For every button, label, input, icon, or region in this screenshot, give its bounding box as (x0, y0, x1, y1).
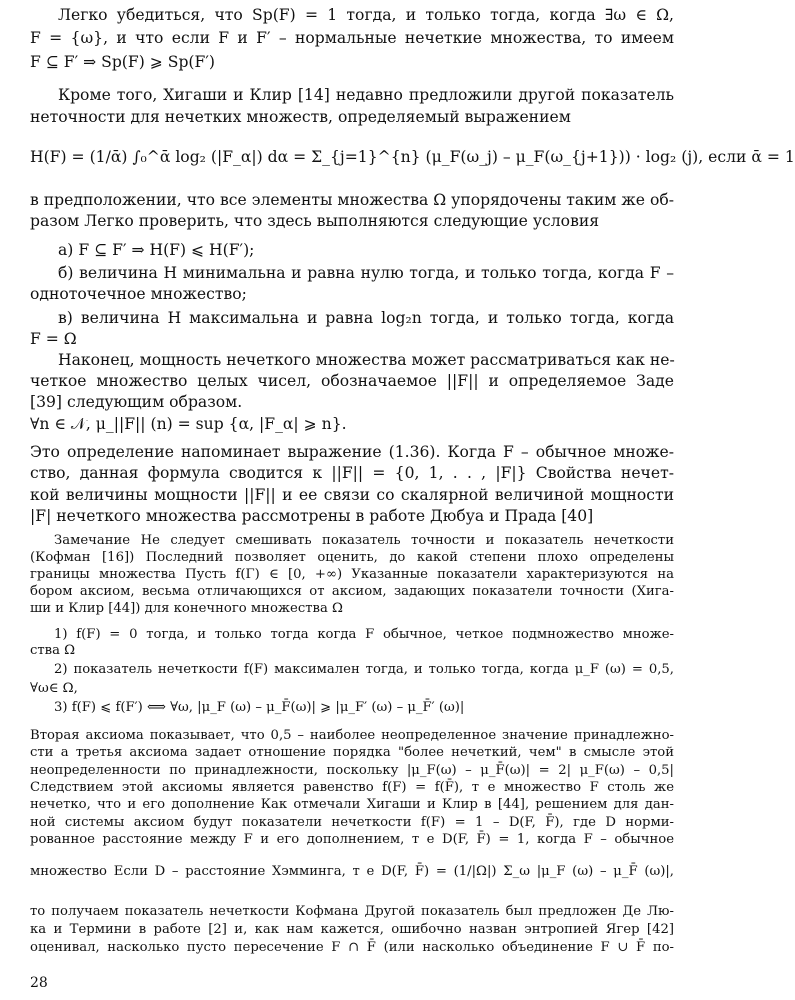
text-line: оценивал, насколько пусто пересечение F ∩ F̄ (или насколько объединение F ∪ F̄ по- (30, 940, 674, 955)
text-line: а) F ⊆ F′ ⇒ H(F) ⩽ H(F′); (58, 241, 255, 259)
text-line: ство, данная формула сводится к ||F|| = {0, 1, . . , |F|} Свойства нечет- (30, 464, 674, 482)
text-line: F = Ω (30, 330, 77, 348)
text-line: Наконец, мощность нечеткого множества может рассматриваться как не- (58, 351, 675, 369)
text-line: б) величина H минимальна и равна нулю тогда, и только тогда, когда F – (58, 264, 674, 282)
text-line: |F| нечеткого множества рассмотрены в работе Дюбуа и Прада [40] (30, 507, 594, 525)
text-line: ши и Клир [44]) для конечного множества Ω (30, 601, 343, 616)
text-line: четкое множество целых чисел, обозначаемое ||F|| и определяемое Заде (30, 372, 674, 390)
text-line: в предположении, что все элементы множества Ω упорядочены таким же об- (30, 191, 674, 209)
text-line: множество Если D – расстояние Хэмминга, т е D(F, F̄) = (1/|Ω|) Σ_ω |μ_F (ω) – μ_F̄ (ω)|, (30, 864, 674, 879)
text-line: границы множества Пусть f(Γ) ∈ [0, +∞) Указанные показатели характеризуются на (30, 567, 674, 582)
text-line: одноточечное множество; (30, 285, 247, 303)
text-line: [39] следующим образом. (30, 393, 243, 411)
text-line: ства Ω (30, 643, 76, 658)
text-line: Это определение напоминает выражение (1.36). Когда F – обычное множе- (30, 443, 674, 461)
text-line: ∀ω∈ Ω, (30, 681, 78, 696)
text-line: нечетко, что и его дополнение Как отмечали Хигаши и Клир в [44], решением для дан- (30, 797, 674, 812)
text-line: H(F) = (1/ᾱ) ∫₀^ᾱ log₂ (|F_α|) dα = Σ_{j=1}^{n} (μ_F(ω_j) – μ_F(ω_{j+1})) · log₂ (j), если ᾱ = 1 (30, 148, 795, 166)
text-line: неточности для нечетких множеств, определяемый выражением (30, 108, 571, 126)
text-line: в) величина H максимальна и равна log₂n тогда, и только тогда, когда (58, 309, 674, 327)
text-line: F = {ω}, и что если F и F′ – нормальные нечеткие множества, то имеем (30, 29, 674, 47)
page-number: 28 (30, 975, 48, 991)
text-line: разом Легко проверить, что здесь выполняются следующие условия (30, 212, 600, 230)
text-line: 3) f(F) ⩽ f(F′) ⟺ ∀ω, |μ_F (ω) – μ_F̄(ω)| ⩾ |μ_F′ (ω) – μ_F̄′ (ω)| (54, 700, 465, 715)
text-line: кой величины мощности ||F|| и ее связи со скалярной величиной мощности (30, 486, 674, 504)
text-line: рованное расстояние между F и его дополнением, т е D(F, F̄) = 1, когда F – обычное (30, 832, 674, 847)
text-line: Кроме того, Хигаши и Клир [14] недавно предложили другой показатель (58, 86, 674, 104)
text-line: 2) показатель нечеткости f(F) максимален тогда, и только тогда, когда μ_F (ω) = 0,5, (54, 662, 674, 677)
text-line: Вторая аксиома показывает, что 0,5 – наиболее неопределенное значение принадлежно- (30, 728, 674, 743)
text-line: ной системы аксиом будут показатели нечеткости f(F) = 1 – D(F, F̄), где D норми- (30, 815, 674, 830)
text-line: F ⊆ F′ ⇒ Sp(F) ⩾ Sp(F′) (30, 53, 215, 71)
text-line: ка и Термини в работе [2] и, как нам кажется, ошибочно назван энтропией Ягер [42] (30, 922, 674, 937)
text-line: Следствием этой аксиомы является равенство f(F) = f(F̄), т е множество F столь же (30, 780, 674, 795)
text-line: неопределенности по принадлежности, поскольку |μ_F(ω) – μ_F̄(ω)| = 2| μ_F(ω) – 0,5| (30, 763, 674, 778)
text-line: то получаем показатель нечеткости Кофмана Другой показатель был предложен Де Лю- (30, 904, 674, 919)
text-line: Легко убедиться, что Sp(F) = 1 тогда, и только тогда, когда ∃ω ∈ Ω, (58, 6, 674, 24)
text-line: 1) f(F) = 0 тогда, и только тогда когда F обычное, четкое подмножество множе- (54, 627, 674, 642)
text-line: ∀n ∈ 𝒩, μ_||F|| (n) = sup {α, |F_α| ⩾ n}. (30, 415, 347, 433)
text-line: Замечание Не следует смешивать показатель точности и показатель нечеткости (54, 533, 674, 548)
text-line: сти а третья аксиома задает отношение порядка "более нечеткий, чем" в смысле этой (30, 745, 674, 760)
text-line: (Кофман [16]) Последний позволяет оценить, до какой степени плохо определены (30, 550, 674, 565)
text-line: бором аксиом, весьма отличающихся от аксиом, задающих показатели точности (Хига- (30, 584, 674, 599)
